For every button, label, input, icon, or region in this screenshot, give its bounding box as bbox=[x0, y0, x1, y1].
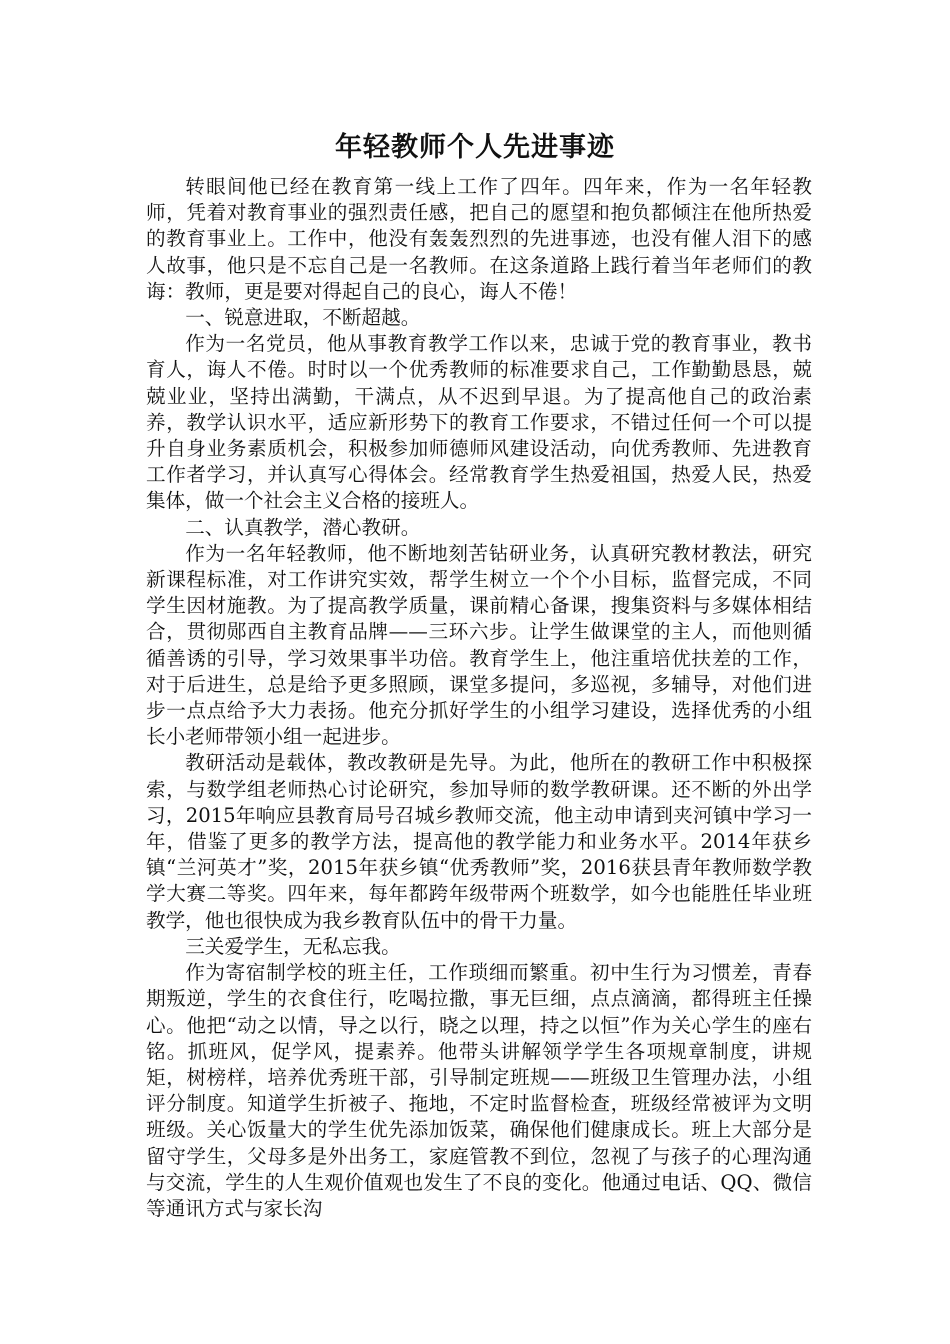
section-3-paragraph: 作为寄宿制学校的班主任，工作琐细而繁重。初中生行为习惯差，青春期叛逆，学生的衣食住行，吃喝拉撒，事无巨细，点点滴滴，都得班主任操心。他把“动之以情，导之以行，晓之以理，持之以恒”作为关心学生的座右铭。抓班风，促学风，提素养。他带头讲解领学学生各项规章制度，讲规矩，树榜样，培养优秀班干部，引导制定班规——班级卫生管理办法，小组评分制度。知道学生折被子、拖地，不定时监督检查，班级经常被评为文明班级。关心饭量大的学生优先添加饭菜，确保他们健康成长。班上大部分是留守学生，父母多是外出务工，家庭管教不到位，忽视了与孩子的心理沟通与交流，学生的人生观价值观也发生了不良的变化。他通过电话、QQ、微信等通讯方式与家长沟 bbox=[146, 961, 812, 1220]
section-1-paragraph: 作为一名党员，他从事教育教学工作以来，忠诚于党的教育事业，教书育人，诲人不倦。时时以一个优秀教师的标准要求自己，工作勤勤恳恳，兢兢业业，坚持出满勤，干满点，从不迟到早退。为了提高他自己的政治素养，教学认识水平，适应新形势下的教育工作要求，不错过任何一个可以提升自身业务素质机会，积极参加师德师风建设活动，向优秀教师、先进教育工作者学习，并认真写心得体会。经常教育学生热爱祖国，热爱人民，热爱集体，做一个社会主义合格的接班人。 bbox=[146, 332, 812, 513]
section-2-paragraph-1: 作为一名年轻教师，他不断地刻苦钻研业务，认真研究教材教法，研究新课程标准，对工作讲究实效，帮学生树立一个个小目标，监督完成，不同学生因材施教。为了提高教学质量，课前精心备课，搜集资料与多媒体相结合，贯彻郧西自主教育品牌——三环六步。让学生做课堂的主人，而他则循循善诱的引导，学习效果事半功倍。教育学生上，他注重培优扶差的工作，对于后进生，总是给予更多照顾，课堂多提问，多巡视，多辅导，对他们进步一点点给予大力表扬。他充分抓好学生的小组学习建设，选择优秀的小组长小老师带领小组一起进步。 bbox=[146, 541, 812, 749]
document-title: 年轻教师个人先进事迹 bbox=[335, 132, 615, 163]
section-heading-1: 一、锐意进取，不断超越。 bbox=[185, 306, 421, 330]
intro-paragraph: 转眼间他已经在教育第一线上工作了四年。四年来，作为一名年轻教师，凭着对教育事业的强烈责任感，把自己的愿望和抱负都倾注在他所热爱的教育事业上。工作中，他没有轰轰烈烈的先进事迹，也没有催人泪下的感人故事，他只是不忘自己是一名教师。在这条道路上践行着当年老师们的教诲：教师，更是要对得起自己的良心，诲人不倦！ bbox=[146, 175, 812, 303]
document-body bbox=[146, 174, 812, 1222]
section-heading-2: 二、认真教学，潜心教研。 bbox=[185, 515, 421, 539]
section-2-paragraph-2: 教研活动是载体，教改教研是先导。为此，他所在的教研工作中积极探索，与数学组老师热心讨论研究，参加导师的数学教研课。还不断的外出学习，2015年响应县教育局号召城乡教师交流，他主动申请到夹河镇中学习一年，借鉴了更多的教学方法，提高他的教学能力和业务水平。2014年获乡镇“兰河英才”奖，2015年获乡镇“优秀教师”奖，2016获县青年教师数学教学大赛二等奖。四年来，每年都跨年级带两个班数学，如今也能胜任毕业班教学，他也很快成为我乡教育队伍中的骨干力量。 bbox=[146, 751, 812, 932]
section-heading-3: 三关爱学生，无私忘我。 bbox=[185, 934, 401, 958]
